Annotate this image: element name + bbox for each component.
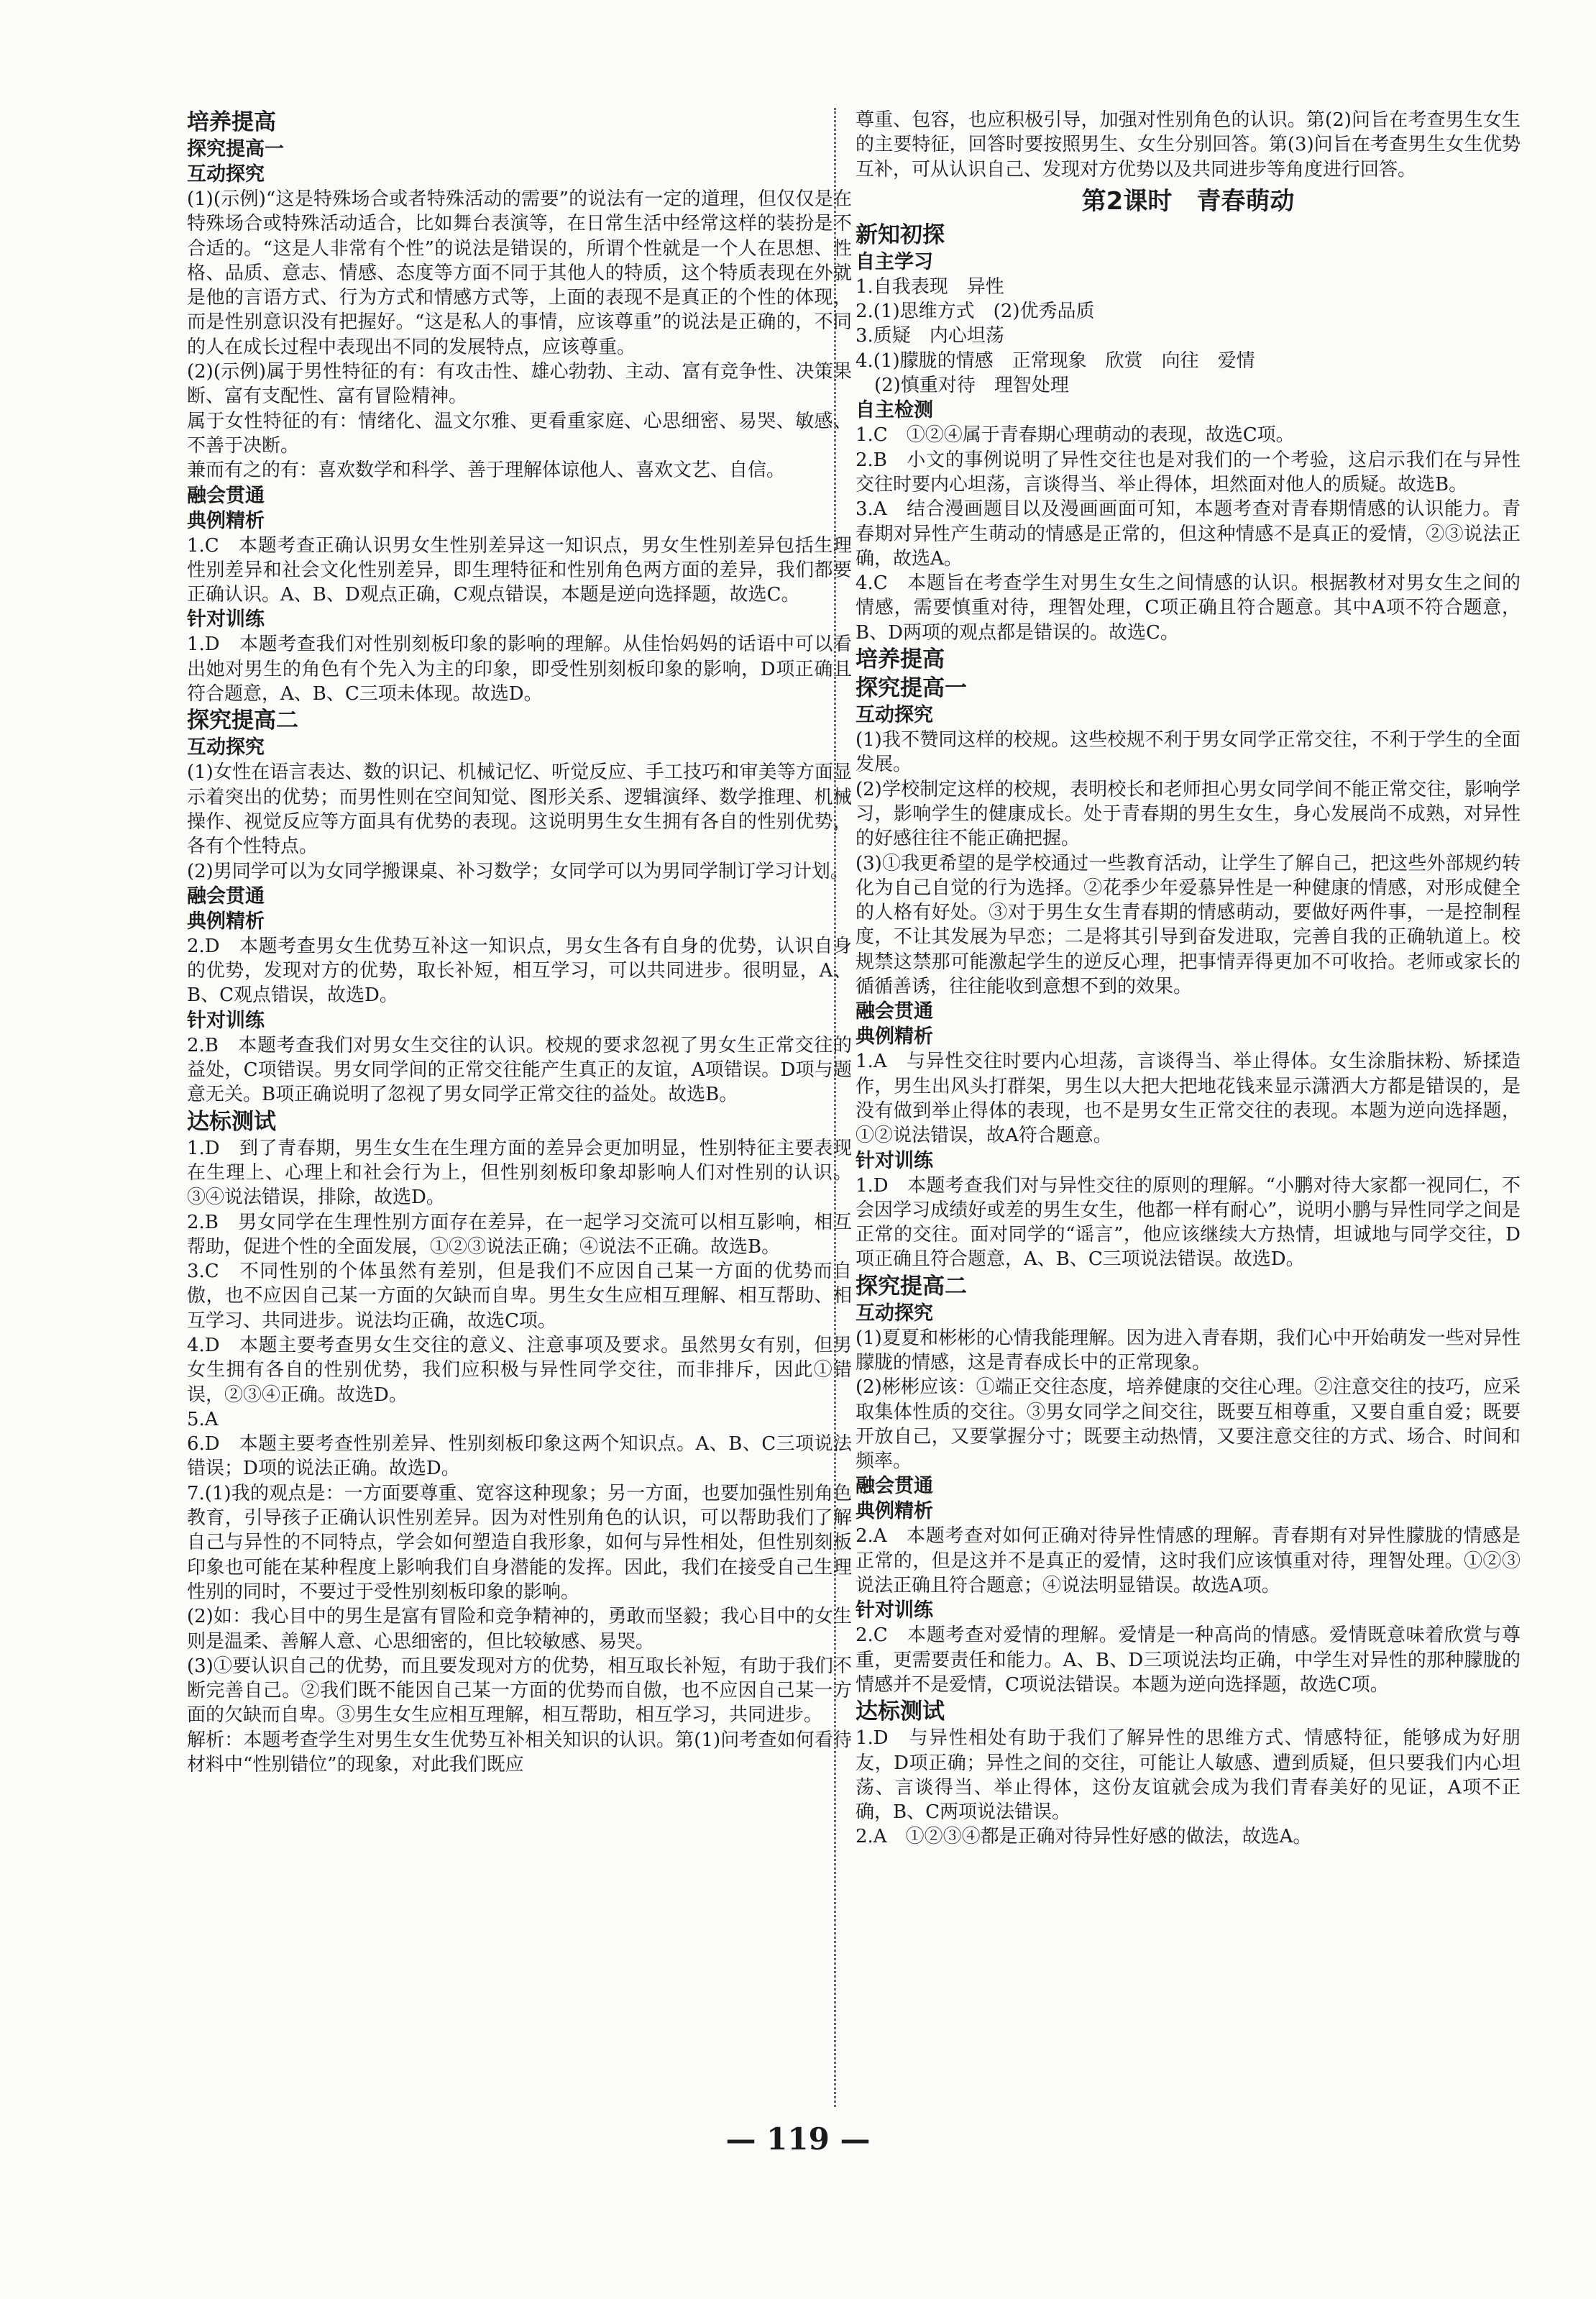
lesson-title: 第2课时 青春萌动 (1081, 186, 1295, 216)
paragraph: 尊重、包容，也应积极引导，加强对性别角色的认识。第(2)问旨在考查男生女生的主要特征，回答时要按照男生、女生分别回答。第(3)问旨在考查男生女生优势互补，可从认识自己、发现对方优势以及共同进步等角度进行回答。 (856, 109, 1521, 180)
section-heading: 互动探究 (187, 163, 265, 186)
section-heading: 针对训练 (856, 1149, 933, 1172)
page-number: — 119 — (725, 2121, 871, 2157)
section-heading: 融会贯通 (187, 484, 265, 507)
paragraph: (2)彬彬应该：①端正交往态度，培养健康的交往心理。②注意交往的技巧，应采取集体性质的交往。③男女同学之间交往，既要互相尊重，又要自重自爱；既要开放自己，又要掌握分寸；既要主动热情，又要注意交往的方式、场合、时间和频率。 (856, 1376, 1521, 1473)
section-heading: 典例精析 (856, 1025, 933, 1048)
paragraph: 5.A (187, 1408, 219, 1430)
paragraph: (2)学校制定这样的校规，表明校长和老师担心男女同学间不能正常交往，影响学习，影响学生的健康成长。处于青春期的男生女生，身心发展尚不成熟，对异性的好感往往不能正确把握。 (856, 778, 1521, 850)
paragraph: 属于女性特征的有：情绪化、温文尔雅、更看重家庭、心思细密、易哭、敏感、不善于决断。 (187, 410, 852, 457)
paragraph: 6.D 本题主要考查性别差异、性别刻板印象这两个知识点。A、B、C三项说法错误；D项的说法正确。故选D。 (187, 1433, 852, 1480)
left-column (187, 108, 852, 1777)
paragraph: 4.D 本题主要考查男女生交往的意义、注意事项及要求。虽然男女有别，但男女生拥有各自的性别优势，我们应积极与异性同学交往，而非排斥，因此①错误，②③④正确。故选D。 (187, 1334, 852, 1406)
section-heading: 针对训练 (187, 1009, 265, 1032)
section-heading: 融会贯通 (187, 885, 265, 908)
paragraph: 2.B 男女同学在生理性别方面存在差异，在一起学习交流可以相互影响，相互帮助，促进个性的全面发展，①②③说法正确；④说法不正确。故选B。 (187, 1211, 852, 1258)
paragraph: 2.A ①②③④都是正确对待异性好感的做法，故选A。 (856, 1826, 1312, 1848)
section-heading: 典例精析 (187, 910, 265, 933)
paragraph: 4.C 本题旨在考查学生对男生女生之间情感的认识。根据教材对男女生之间的情感，需要慎重对待，理智处理，C项正确且符合题意。其中A项不符合题意，B、D两项的观点都是错误的。故选C。 (856, 572, 1521, 644)
paragraph: 1.C ①②④属于青春期心理萌动的表现，故选C项。 (856, 424, 1295, 447)
paragraph: 1.D 与异性相处有助于我们了解异性的思维方式、情感特征，能够成为好朋友，D项正确；异性之间的交往，可能让人敏感、遭到质疑，但只要我们内心坦荡、言谈得当、举止得体，这份友谊就会成为我们青春美好的见证，A项不正确，B、C两项说法错误。 (856, 1727, 1521, 1824)
paragraph: 1.A 与异性交往时要内心坦荡，言谈得当、举止得体。女生涂脂抹粉、矫揉造作，男生出风头打群架，男生以大把大把地花钱来显示潇洒大方都是错误的，是没有做到举止得体的表现，也不是男女生正常交往的表现。本题为逆向选择题，①②说法错误，故A符合题意。 (856, 1051, 1521, 1147)
paragraph: 4.(1)朦胧的情感 正常现象 欣赏 向往 爱情 (856, 349, 1255, 372)
paragraph: (1)夏夏和彬彬的心情我能理解。因为进入青春期，我们心中开始萌发一些对异性朦胧的情感，这是青春成长中的正常现象。 (856, 1327, 1521, 1374)
section-heading: 自主学习 (856, 250, 933, 273)
paragraph: (2)男同学可以为女同学搬课桌、补习数学；女同学可以为男同学制订学习计划。 (187, 860, 849, 882)
paragraph: 2.B 小文的事例说明了异性交往也是对我们的一个考验，这启示我们在与异性交往时要内心坦荡，言谈得当、举止得体，坦然面对他人的质疑。故选B。 (856, 449, 1521, 495)
section-heading: 培养提高 (856, 646, 945, 673)
paragraph: 解析：本题考查学生对男生女生优势互补相关知识的认识。第(1)问考查如何看待材料中“性别错位”的现象，对此我们既应 (187, 1729, 852, 1776)
paragraph: 2.B 本题考查我们对男女生交往的认识。校规的要求忽视了男女生正常交往的益处，C项错误。男女同学间的正常交往能产生真正的友谊，A项错误。D项与题意无关。B项正确说明了忽视了男女同学正常交往的益处。故选B。 (187, 1034, 852, 1106)
paragraph: (1)(示例)“这是特殊场合或者特殊活动的需要”的说法有一定的道理，但仅仅是在特殊场合或特殊活动适合，比如舞台表演等，在日常生活中经常这样的装扮是不合适的。“这是人非常有个性”的说法是错误的，所谓个性就是一个人在思想、性格、品质、意志、情感、态度等方面不同于其他人的特质，这个特质表现在外就是他的言语方式、行为方式和情感方式等，上面的表现不是真正的个性的体现，而是性别意识没有把握好。“这是私人的事情，应该尊重”的说法是正确的，不同的人在成长过程中表现出不同的发展特点，应该尊重。 (187, 188, 852, 358)
right-column (856, 108, 1521, 1850)
section-heading: 典例精析 (856, 1500, 933, 1523)
paragraph: (3)①要认识自己的优势，而且要发现对方的优势，相互取长补短，有助于我们不断完善自己。②我们既不能因自己某一方面的优势而自傲，也不应因自己某一方面的欠缺而自卑。③男生女生应相互理解，相互帮助，相互学习，共同进步。 (187, 1655, 852, 1727)
section-heading: 探究提高二 (187, 708, 298, 734)
section-heading: 针对训练 (187, 608, 265, 631)
section-heading: 培养提高 (187, 109, 276, 135)
section-heading: 融会贯通 (856, 1475, 933, 1498)
section-heading: 新知初探 (856, 221, 945, 248)
paragraph: 1.C 本题考查正确认识男女生性别差异这一知识点，男女生性别差异包括生理性别差异和社会文化性别差异，即生理特征和性别角色两方面的差异，我们都要正确认识。A、B、D观点正确，C观点错误，本题是逆向选择题，故选C。 (187, 534, 852, 606)
section-heading: 自主检测 (856, 399, 933, 422)
paragraph: (1)女性在语言表达、数的识记、机械记忆、听觉反应、手工技巧和审美等方面显示着突出的优势；而男性则在空间知觉、图形关系、逻辑演绎、数学推理、机械操作、视觉反应等方面具有优势的表现。这说明男生女生拥有各自的性别优势，各有个性特点。 (187, 762, 852, 858)
paragraph: (2)(示例)属于男性特征的有：有攻击性、雄心勃勃、主动、富有竞争性、决策果断、富有支配性、富有冒险精神。 (187, 361, 852, 408)
section-heading: 达标测试 (856, 1699, 945, 1725)
section-heading: 针对训练 (856, 1599, 933, 1622)
paragraph: 3.A 结合漫画题目以及漫画画面可知，本题考查对青春期情感的认识能力。青春期对异性产生萌动的情感是正常的，但这种情感不是真正的爱情，②③说法正确，故选A。 (856, 498, 1521, 570)
paragraph: 2.(1)思维方式 (2)优秀品质 (856, 301, 1095, 323)
paragraph: (1)我不赞同这样的校规。这些校规不利于男女同学正常交往，不利于学生的全面发展。 (856, 729, 1521, 776)
paragraph: 2.C 本题考查对爱情的理解。爱情是一种高尚的情感。爱情既意味着欣赏与尊重，更需要责任和能力。A、B、D三项说法均正确，中学生对异性的那种朦胧的情感并不是爱情，C项说法错误。本题为逆向选择题，故选C项。 (856, 1624, 1521, 1696)
section-heading: 互动探究 (856, 704, 933, 727)
paragraph: 1.D 到了青春期，男生女生在生理方面的差异会更加明显，性别特征主要表现在生理上、心理上和社会行为上，但性别刻板印象却影响人们对性别的认识。③④说法错误，排除，故选D。 (187, 1137, 852, 1209)
paragraph: 兼而有之的有：喜欢数学和科学、善于理解体谅他人、喜欢文艺、自信。 (187, 460, 786, 482)
section-heading: 探究提高一 (187, 138, 284, 160)
section-heading: 互动探究 (856, 1302, 933, 1325)
paragraph: 7.(1)我的观点是：一方面要尊重、宽容这种现象；另一方面，也要加强性别角色教育，引导孩子正确认识性别差异。因为对性别角色的认识，可以帮助我们了解自己与异性的不同特点，学会如何塑造自我形象，如何与异性相处，但性别刻板印象也可能在某种程度上影响我们自身潜能的发挥。因此，我们在接受自己生理性别的同时，不要过于受性别刻板印象的影响。 (187, 1482, 852, 1603)
paragraph: 3.C 不同性别的个体虽然有差别，但是我们不应因自己某一方面的优势而自傲，也不应因自己某一方面的欠缺而自卑。男生女生应相互理解、相互帮助、相互学习、共同进步。说法均正确，故选C项。 (187, 1261, 852, 1332)
section-heading: 达标测试 (187, 1108, 276, 1135)
paragraph: 2.A 本题考查对如何正确对待异性情感的理解。青春期有对异性朦胧的情感是正常的，但是这并不是真正的爱情，这时我们应该慎重对待，理智处理。①②③说法正确且符合题意；④说法明显错误。故选A项。 (856, 1525, 1521, 1597)
section-heading: 探究提高一 (856, 675, 967, 702)
paragraph: 3.质疑 内心坦荡 (856, 325, 1004, 347)
section-heading: 融会贯通 (856, 1000, 933, 1023)
paragraph: (2)慎重对待 理智处理 (856, 375, 1069, 397)
paragraph: (3)①我更希望的是学校通过一些教育活动，让学生了解自己，把这些外部规约转化为自己自觉的行为选择。②花季少年爱慕异性是一种健康的情感，对形成健全的人格有好处。③对于男生女生青春期的情感萌动，要做好两件事，一是控制程度，不让其发展为早恋；二是将其引导到奋发进取，完善自我的正确轨道上。校规禁这禁那可能激起学生的逆反心理，把事情弄得更加不可收拾。老师或家长的循循善诱，往往能收到意想不到的效果。 (856, 852, 1521, 998)
section-heading: 探究提高二 (856, 1273, 967, 1299)
section-heading: 典例精析 (187, 509, 265, 532)
paragraph: 1.自我表现 异性 (856, 275, 1004, 298)
paragraph: 2.D 本题考查男女生优势互补这一知识点，男女生各有自身的优势，认识自身的优势，发现对方的优势，取长补短，相互学习，可以共同进步。很明显，A、B、C观点错误，故选D。 (187, 935, 852, 1007)
paragraph: (2)如：我心目中的男生是富有冒险和竞争精神的，勇敢而坚毅；我心目中的女生则是温柔、善解人意、心思细密的，但比较敏感、易哭。 (187, 1606, 852, 1653)
section-heading: 互动探究 (187, 736, 265, 759)
paragraph: 1.D 本题考查我们对性别刻板印象的影响的理解。从佳怡妈妈的话语中可以看出她对男生的角色有个先入为主的印象，即受性别刻板印象的影响，D项正确且符合题意，A、B、C三项未体现。故选D。 (187, 634, 852, 705)
paragraph: 1.D 本题考查我们对与异性交往的原则的理解。“小鹏对待大家都一视同仁，不会因学习成绩好或差的男生女生，他都一样有耐心”，说明小鹏与异性同学之间是正常的交往。面对同学的“谣言”，他应该继续大方热情，坦诚地与同学交往，D项正确且符合题意，A、B、C三项说法错误。故选D。 (856, 1174, 1521, 1271)
